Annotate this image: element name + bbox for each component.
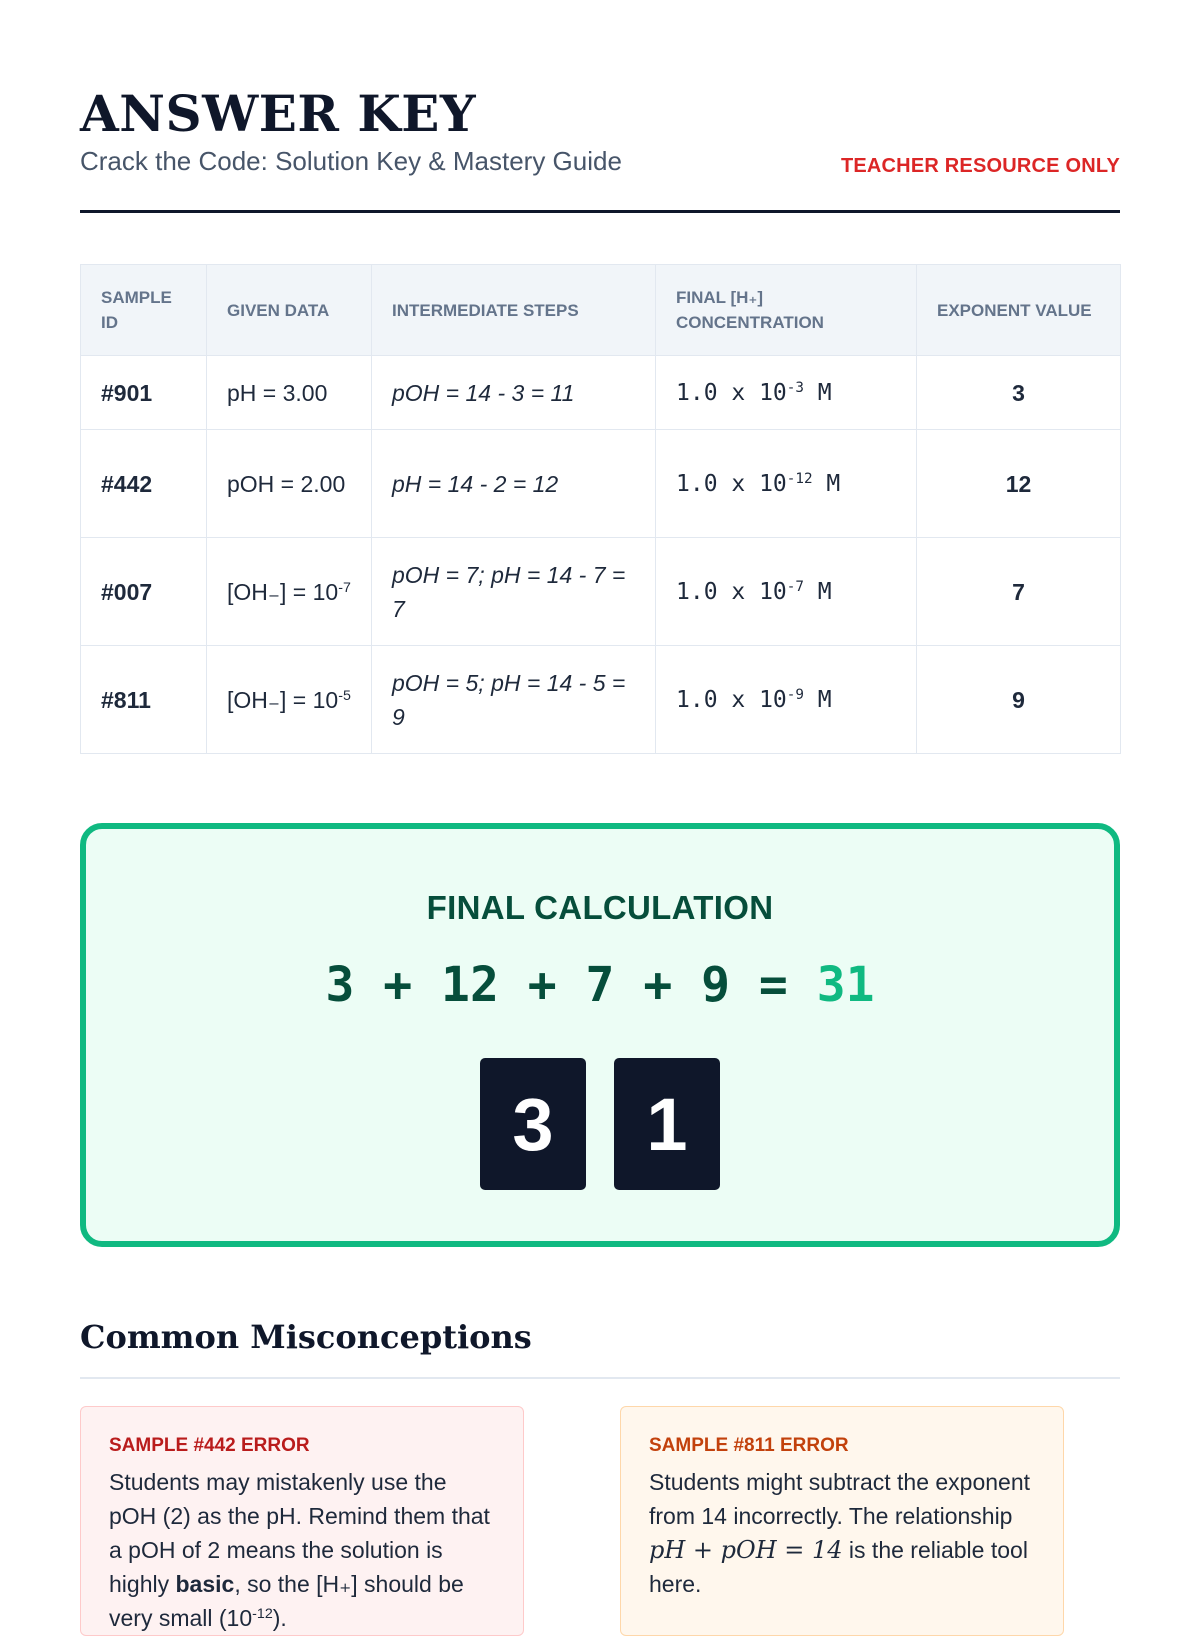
exponent-value-cell: 7 — [917, 538, 1121, 646]
misconception-card-label: SAMPLE #442 ERROR — [109, 1435, 310, 1456]
concentration-exponent: -7 — [786, 578, 804, 595]
page-title: ANSWER KEY — [80, 84, 477, 143]
given-data-text: [OH₋] = 10 — [227, 686, 339, 713]
given-data-cell — [207, 538, 372, 646]
final-calculation-box — [80, 823, 1120, 1247]
concentration-base: 1.0 x 10 — [676, 686, 787, 713]
final-calculation-title: FINAL CALCULATION — [426, 889, 774, 926]
exponent-value-cell: 3 — [917, 356, 1121, 430]
card-text-part: ). — [272, 1605, 287, 1631]
misconception-card-811 — [620, 1406, 1064, 1636]
concentration-base: 1.0 x 10 — [676, 470, 787, 497]
misconception-card-442 — [80, 1406, 524, 1636]
concentration-base: 1.0 x 10 — [676, 578, 787, 605]
card-text-part: , so the [H₊] should be very small (10 — [109, 1571, 464, 1631]
sample-id-cell: #901 — [81, 356, 207, 430]
exponent-value-cell: 12 — [917, 430, 1121, 538]
table-row — [81, 430, 1121, 538]
teacher-resource-badge: TEACHER RESOURCE ONLY — [840, 155, 1120, 177]
table-row — [81, 356, 1121, 430]
final-equation — [86, 957, 1114, 1013]
sample-id-cell: #442 — [81, 430, 207, 538]
column-header-intermediate-steps: INTERMEDIATE STEPS — [372, 265, 656, 356]
given-data-exponent: -7 — [338, 579, 351, 596]
sample-id-cell: #811 — [81, 646, 207, 754]
table-row — [81, 646, 1121, 754]
given-data-cell — [207, 430, 372, 538]
given-data-cell — [207, 356, 372, 430]
concentration-base: 1.0 x 10 — [676, 379, 787, 406]
card-text-part: Students might subtract the exponent from 14 incorrectly. The relationship — [649, 1469, 1031, 1529]
table-header-row — [81, 265, 1121, 356]
answer-table — [80, 264, 1121, 754]
given-data-text: pOH = 2.00 — [227, 470, 346, 497]
section-divider — [80, 1377, 1120, 1379]
concentration-cell — [656, 538, 917, 646]
column-header-sample-id: SAMPLE ID — [81, 265, 207, 356]
code-digit-tile: 3 — [480, 1058, 586, 1190]
misconception-card-text — [649, 1465, 1035, 1601]
misconception-card-label: SAMPLE #811 ERROR — [649, 1435, 849, 1456]
page-subtitle: Crack the Code: Solution Key & Mastery Guide — [80, 146, 622, 176]
column-header-given-data: GIVEN DATA — [207, 265, 372, 356]
concentration-unit: M — [812, 470, 841, 497]
code-digit-tile: 1 — [614, 1058, 720, 1190]
concentration-unit: M — [803, 379, 832, 406]
misconception-card-text — [109, 1465, 495, 1635]
equation-terms: 3 + 12 + 7 + 9 = — [325, 957, 817, 1013]
given-data-cell — [207, 646, 372, 754]
exponent-value-cell: 9 — [917, 646, 1121, 754]
steps-cell: pOH = 5; pH = 14 - 5 = 9 — [372, 646, 656, 754]
table-row — [81, 538, 1121, 646]
concentration-cell — [656, 646, 917, 754]
concentration-unit: M — [803, 578, 832, 605]
concentration-exponent: -3 — [786, 379, 804, 396]
concentration-exponent: -9 — [786, 686, 804, 703]
card-text-emphasis: basic — [175, 1571, 235, 1597]
code-digits — [86, 1058, 1114, 1190]
equation-result: 31 — [816, 957, 875, 1013]
steps-cell: pOH = 7; pH = 14 - 7 = 7 — [372, 538, 656, 646]
steps-cell: pH = 14 - 2 = 12 — [372, 430, 656, 538]
card-text-exponent: -12 — [252, 1606, 273, 1623]
given-data-text: pH = 3.00 — [227, 379, 328, 406]
concentration-cell — [656, 356, 917, 430]
card-text-part: is the reliable tool here. — [649, 1537, 1028, 1597]
concentration-unit: M — [803, 686, 832, 713]
card-text-part: Students may mistakenly use the pOH (2) as the pH. Remind them that a pOH of 2 means the solution is highly — [109, 1469, 490, 1597]
steps-cell: pOH = 14 - 3 = 11 — [372, 356, 656, 430]
concentration-cell — [656, 430, 917, 538]
sample-id-cell: #007 — [81, 538, 207, 646]
card-math-expression: pH + pOH = 14 — [649, 1536, 843, 1564]
misconceptions-heading: Common Misconceptions — [80, 1318, 532, 1356]
given-data-text: [OH₋] = 10 — [227, 578, 339, 605]
given-data-exponent: -5 — [338, 687, 351, 704]
concentration-exponent: -12 — [786, 470, 813, 487]
page-header — [80, 80, 1120, 213]
column-header-exponent-value: EXPONENT VALUE — [917, 265, 1121, 356]
column-header-final-concentration: FINAL [H₊] CONCENTRATION — [656, 265, 917, 356]
